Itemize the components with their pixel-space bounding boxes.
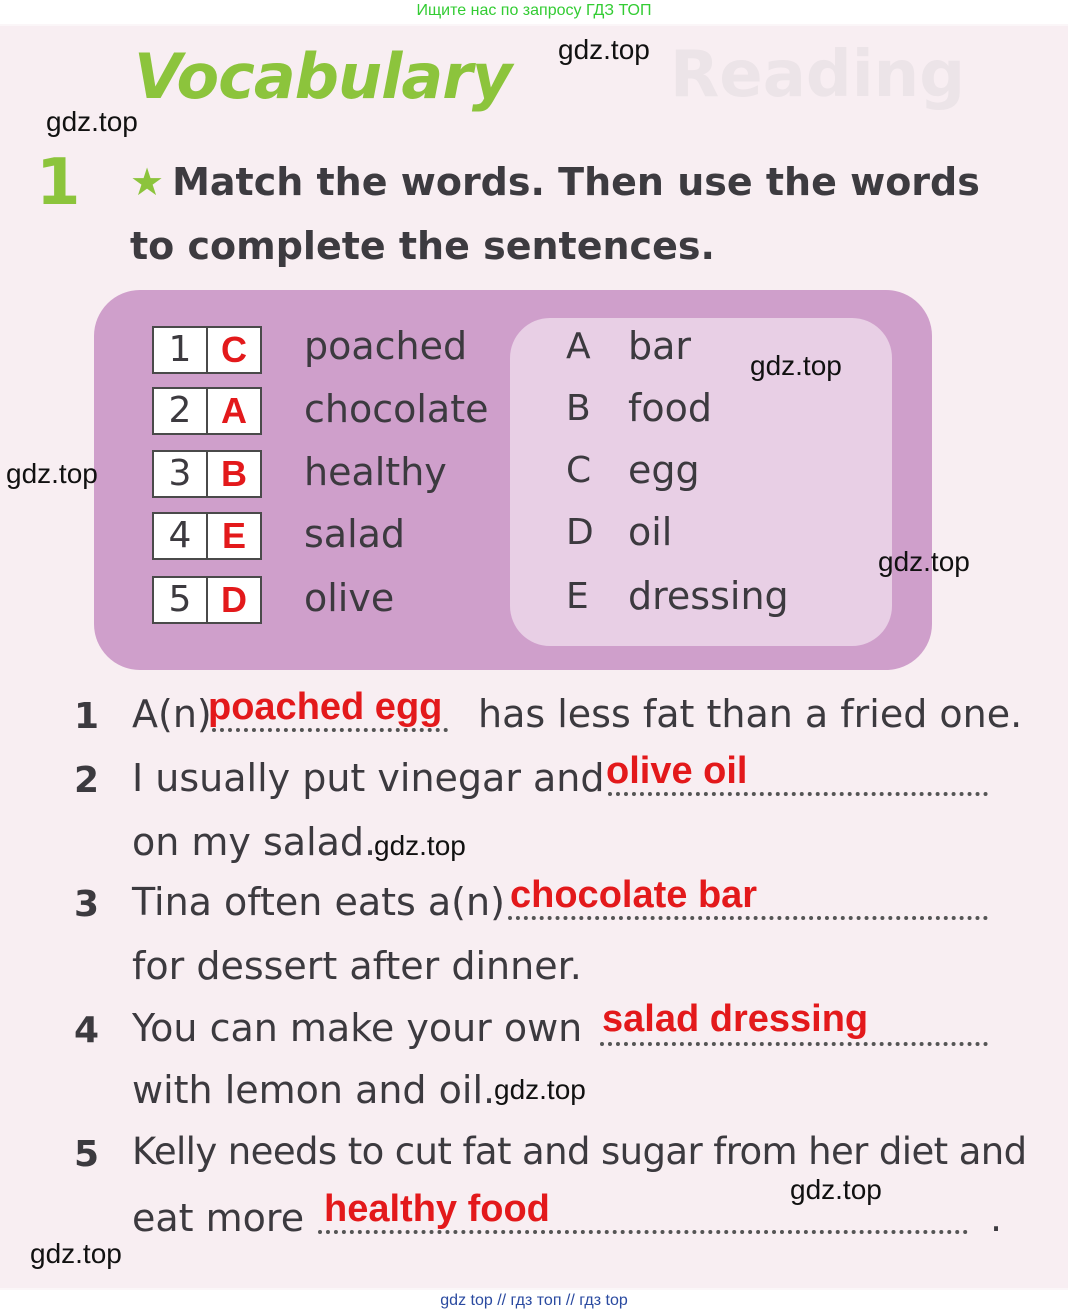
- pair-number: 1: [152, 326, 208, 374]
- left-word: healthy: [304, 450, 447, 494]
- bottom-banner[interactable]: gdz top // гдз топ // гдз top: [0, 1290, 1068, 1315]
- right-letter: C: [566, 450, 592, 491]
- pair-answer[interactable]: A: [206, 387, 262, 435]
- answer-text: olive oil: [606, 750, 748, 792]
- left-word: poached: [304, 324, 468, 368]
- sentence-text: on my salad.: [132, 820, 377, 864]
- left-word: chocolate: [304, 387, 489, 431]
- right-word: food: [628, 386, 712, 430]
- sentence-number: 1: [74, 696, 100, 737]
- watermark: gdz.top: [374, 830, 466, 861]
- right-word: oil: [628, 510, 673, 554]
- top-banner[interactable]: Ищите нас по запросу ГДЗ ТОП: [0, 0, 1068, 24]
- sentence-number: 3: [74, 884, 100, 925]
- sentence-number: 2: [74, 760, 100, 801]
- right-word: egg: [628, 448, 700, 492]
- watermark: gdz.top: [494, 1074, 586, 1105]
- right-word: dressing: [628, 574, 789, 618]
- right-letter: D: [566, 512, 594, 553]
- watermark: gdz.top: [46, 106, 138, 137]
- watermark: gdz.top: [6, 458, 98, 489]
- sentence-end-punctuation: .: [990, 1196, 1003, 1240]
- instruction-text: Match the words. Then use the words to complete the sentences.: [130, 160, 980, 268]
- match-pair: [152, 387, 264, 433]
- sentence-text: Tina often eats a(n): [132, 880, 505, 924]
- right-word: bar: [628, 324, 692, 368]
- watermark: gdz.top: [790, 1174, 882, 1205]
- right-letter: A: [566, 326, 591, 367]
- left-word: olive: [304, 576, 395, 620]
- sentence-text: Kelly needs to cut fat and sugar from her diet and: [132, 1130, 1027, 1173]
- sentence-text: for dessert after dinner.: [132, 944, 582, 988]
- exercise-number: 1: [36, 146, 81, 220]
- sentence-text: with lemon and oil.: [132, 1068, 496, 1112]
- watermark: gdz.top: [30, 1238, 122, 1269]
- sentence-text: has less fat than a fried one.: [478, 692, 1023, 736]
- answer-text: salad dressing: [602, 998, 869, 1040]
- watermark: gdz.top: [558, 34, 650, 65]
- pair-answer[interactable]: E: [206, 512, 262, 560]
- star-icon: ★: [130, 160, 165, 204]
- section-title: Vocabulary: [134, 40, 512, 113]
- sentence-text: A(n): [132, 692, 212, 736]
- watermark: gdz.top: [878, 546, 970, 577]
- match-pair: [152, 450, 264, 496]
- right-letter: E: [566, 576, 589, 617]
- pair-number: 4: [152, 512, 208, 560]
- left-word: salad: [304, 512, 406, 556]
- match-pair: [152, 512, 264, 558]
- sentence-number: 5: [74, 1134, 100, 1175]
- watermark: gdz.top: [750, 350, 842, 381]
- right-letter: B: [566, 388, 591, 429]
- exercise-instruction: [130, 150, 1020, 278]
- sentence-text: eat more: [132, 1196, 305, 1240]
- pair-answer[interactable]: B: [206, 450, 262, 498]
- sentence-text: I usually put vinegar and: [132, 756, 605, 800]
- pair-answer[interactable]: C: [206, 326, 262, 374]
- pair-answer[interactable]: D: [206, 576, 262, 624]
- pair-number: 5: [152, 576, 208, 624]
- pair-number: 3: [152, 450, 208, 498]
- pair-number: 2: [152, 387, 208, 435]
- match-pair: [152, 326, 264, 372]
- answer-text: poached egg: [208, 686, 443, 728]
- sentence-number: 4: [74, 1010, 100, 1051]
- background-heading: Reading: [670, 38, 965, 112]
- answer-text: healthy food: [324, 1188, 550, 1230]
- match-pair: [152, 576, 264, 622]
- answer-text: chocolate bar: [510, 874, 758, 916]
- sentence-text: You can make your own: [132, 1006, 583, 1050]
